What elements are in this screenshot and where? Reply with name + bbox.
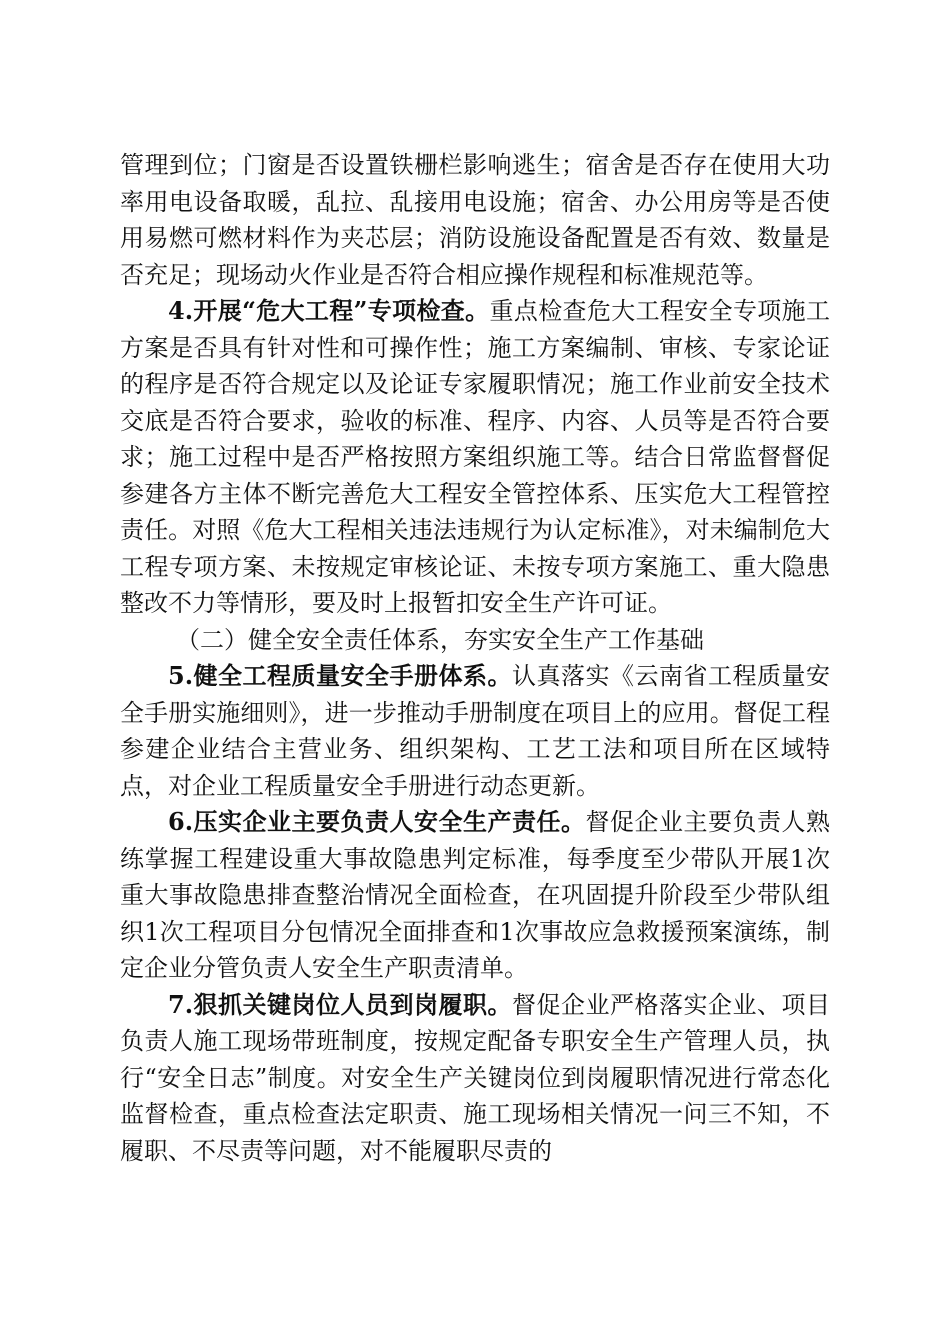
paragraph-hazardous-project-inspection (120, 293, 830, 622)
paragraph-text: 重点检查危大工程安全专项施工方案是否具有针对性和可操作性；施工方案编制、审核、专家论证的程序是否符合规定以及论证专家履职情况；施工作业前安全技术交底是否符合要求，验收的标准、程序、内容、人员等是否符合要求；施工过程中是否严格按照方案组织施工等。结合日常监督督促参建各方主体不断完善危大工程安全管控体系、压实危大工程管控责任。对照《危大工程相关违法违规行为认定标准》，对未编制危大工程专项方案、未按规定审核论证、未按专项方案施工、重大隐患整改不力等情形，要及时上报暂扣安全生产许可证。 (120, 297, 830, 617)
item-heading: 5.健全工程质量安全手册体系。 (168, 661, 513, 690)
paragraph-principal-responsibility (120, 804, 830, 987)
paragraph-quality-safety-manual (120, 658, 830, 804)
paragraph-text: 管理到位；门窗是否设置铁栅栏影响逃生；宿舍是否存在使用大功率用电设备取暖，乱拉、乱接用电设施；宿舍、办公用房等是否使用易燃可燃材料作为夹芯层；消防设施设备配置是否有效、数量是否充足；现场动火作业是否符合相应操作规程和标准规范等。 (120, 151, 830, 289)
item-heading: 4.开展“危大工程”专项检查。 (168, 296, 490, 325)
paragraph-key-positions (120, 987, 830, 1170)
document-body (120, 147, 830, 1169)
paragraph-text: 督促企业严格落实企业、项目负责人施工现场带班制度，按规定配备专职安全生产管理人员，执行“安全日志”制度。对安全生产关键岗位到岗履职情况进行常态化监督检查，重点检查法定职责、施工现场相关情况一问三不知，不履职、不尽责等问题，对不能履职尽责的 (120, 990, 831, 1165)
section-heading-text: （二）健全安全责任体系，夯实安全生产工作基础 (176, 625, 704, 654)
paragraph-fire-safety-continuation (120, 147, 830, 293)
item-heading: 6.压实企业主要负责人安全生产责任。 (168, 807, 586, 836)
section-heading (120, 622, 830, 659)
item-heading: 7.狠抓关键岗位人员到岗履职。 (168, 989, 513, 1019)
paragraph-text: 认真落实《云南省工程质量安全手册实施细则》，进一步推动手册制度在项目上的应用。督促工程参建企业结合主营业务、组织架构、工艺工法和项目所在区域特点，对企业工程质量安全手册进行动态更新。 (120, 662, 831, 800)
paragraph-text: 督促企业主要负责人熟练掌握工程建设重大事故隐患判定标准，每季度至少带队开展1次重大事故隐患排查整治情况全面检查，在巩固提升阶段至少带队组织1次工程项目分包情况全面排查和1次事故应急救援预案演练，制定企业分管负责人安全生产职责清单。 (120, 808, 830, 982)
